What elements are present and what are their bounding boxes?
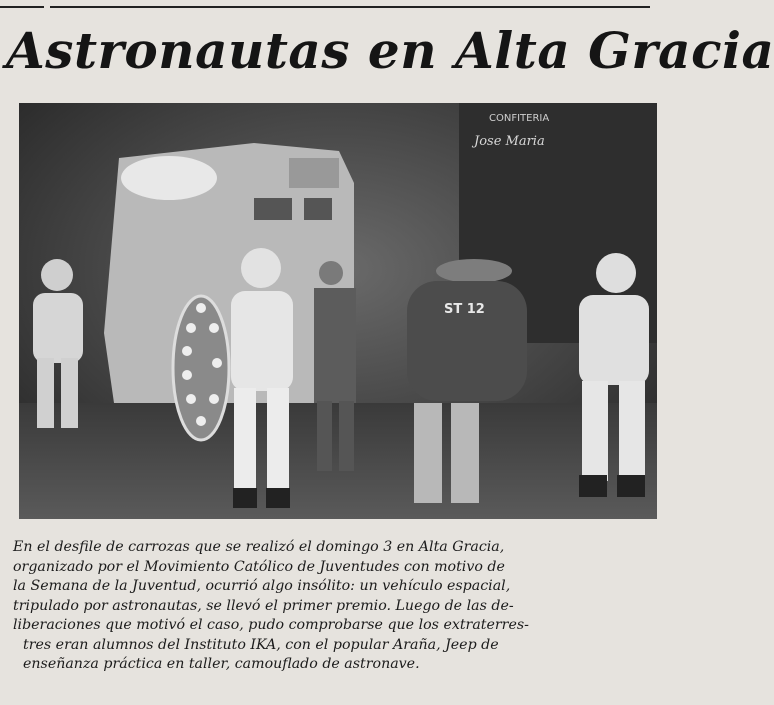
caption-line: En el desfile de carrozas que se realizó el domingo 3 en Alta Gracia, [13, 539, 505, 555]
shop-sign-text: CONFITERIA [489, 113, 550, 124]
caption-line: enseñanza práctica en taller, camouflado de astronave. [23, 656, 420, 672]
vehicle-window-2 [304, 198, 332, 220]
headline: Astronautas en Alta Gracia [6, 21, 774, 80]
caption-line: tres eran alumnos del Instituto IKA, con el popular Araña, Jeep de [23, 636, 499, 653]
caption-line: tripulado por astronautas, se llevó el primer premio. Luego de las de- [13, 597, 514, 614]
photo-illustration [19, 103, 657, 519]
vehicle-hatch [289, 158, 339, 188]
top-rule-right [50, 6, 650, 8]
top-rule-left [0, 6, 44, 8]
caption-line: la Semana de la Juventud, ocurrió algo insólito: un vehículo espacial, [13, 578, 511, 594]
photo-caption [13, 538, 664, 675]
news-photo [19, 103, 657, 519]
caption-line: organizado por el Movimiento Católico de Juventudes con motivo de [13, 558, 505, 575]
vehicle-marking-text: ST 12 [444, 302, 485, 317]
vehicle-dome-light [121, 156, 217, 200]
vehicle-window [254, 198, 292, 220]
caption-line: liberaciones que motivó el caso, pudo comprobarse que los extraterres- [13, 617, 529, 633]
shop-sign-script: Jose Maria [474, 134, 545, 149]
street-ground [19, 403, 657, 519]
